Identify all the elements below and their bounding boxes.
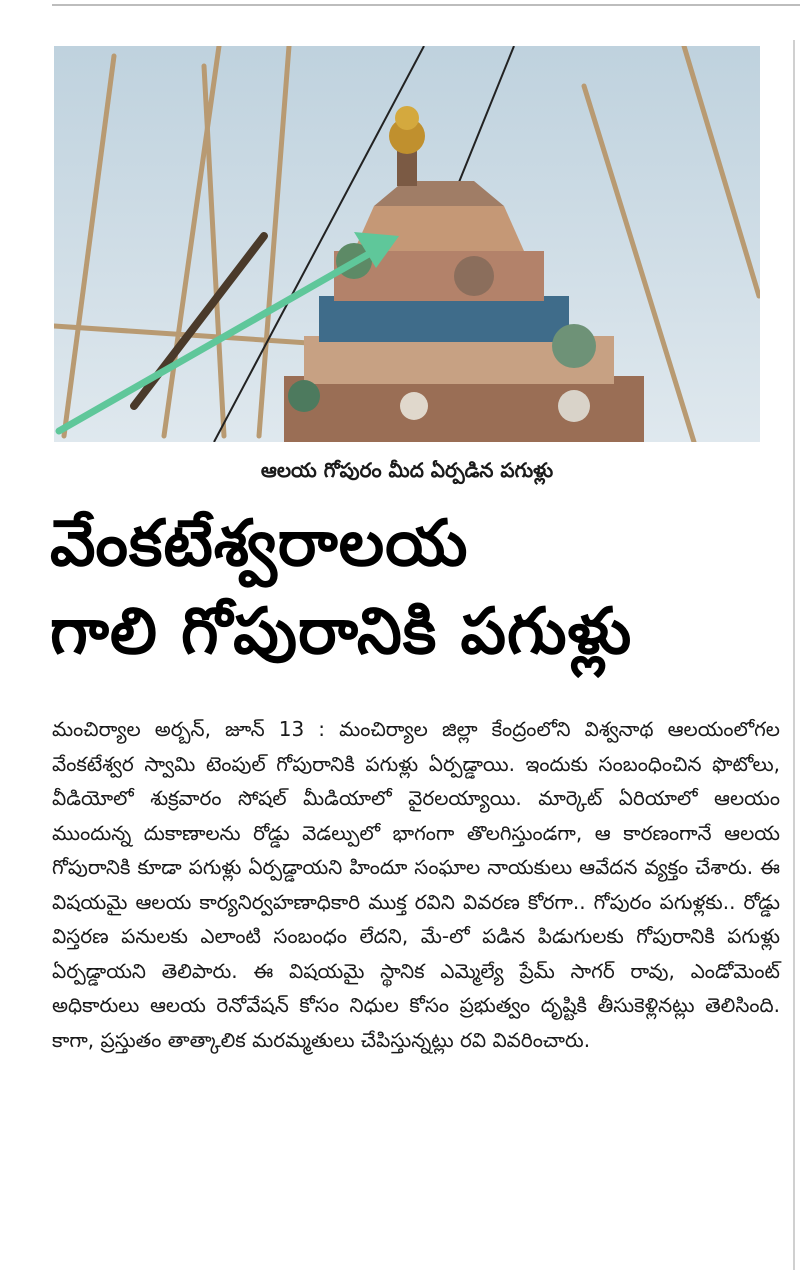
top-divider bbox=[52, 4, 800, 6]
article-photo bbox=[54, 46, 760, 442]
headline-line-2: గాలి గోపురానికి పగుళ్లు bbox=[50, 595, 633, 669]
article-body: మంచిర్యాల అర్బన్, జూన్ 13 : మంచిర్యాల జిల్లా కేంద్రంలోని విశ్వనాథ ఆలయంలోగల వేంకటేశ్వర స్వామి టెంపుల్ గోపురానికి పగుళ్లు ఏర్పడ్డాయి. ఇందుకు సంబంధించిన ఫొటోలు, వీడియోలో శుక్రవారం సోషల్ మీడియాలో వైరలయ్యాయి. మార్కెట్ ఏరియాలో ఆలయం ముందున్న దుకాణాలను రోడ్డు వెడల్పులో భాగంగా తొలగిస్తుండగా, ఆ కారణంగానే ఆలయ గోపురానికి కూడా పగుళ్లు ఏర్పడ్డాయని హిందూ సంఘాల నాయకులు ఆవేదన వ్యక్తం చేశారు. ఈ విషయమై ఆలయ కార్యనిర్వహణాధికారి ముక్త రవిని వివరణ కోరగా.. గోపురం పగుళ్లకు.. రోడ్డు విస్తరణ పనులకు ఎలాంటి సంబంధం లేదని, మే-లో పడిన పిడుగులకు గోపురానికి పగుళ్లు ఏర్పడ్డాయని తెలిపారు. ఈ విషయమై స్థానిక ఎమ్మెల్యే ప్రేమ్ సాగర్ రావు, ఎండోమెంట్ అధికారులు ఆలయ రెనోవేషన్ కోసం నిధుల కోసం ప్రభుత్వం దృష్టికి తీసుకెళ్లినట్లు తెలిసింది. కాగా, ప్రస్తుతం తాత్కాలిక మరమ్మతులు చేపిస్తున్నట్లు రవి వివరించారు. bbox=[52, 717, 780, 1052]
column-divider bbox=[793, 40, 795, 1270]
photo-caption: ఆలయ గోపురం మీద ఏర్పడిన పగుళ్లు bbox=[260, 458, 554, 482]
temple-gopuram-image bbox=[54, 46, 760, 442]
headline bbox=[50, 500, 780, 676]
headline-line-1: వేంకటేశ్వరాలయ bbox=[50, 507, 469, 581]
